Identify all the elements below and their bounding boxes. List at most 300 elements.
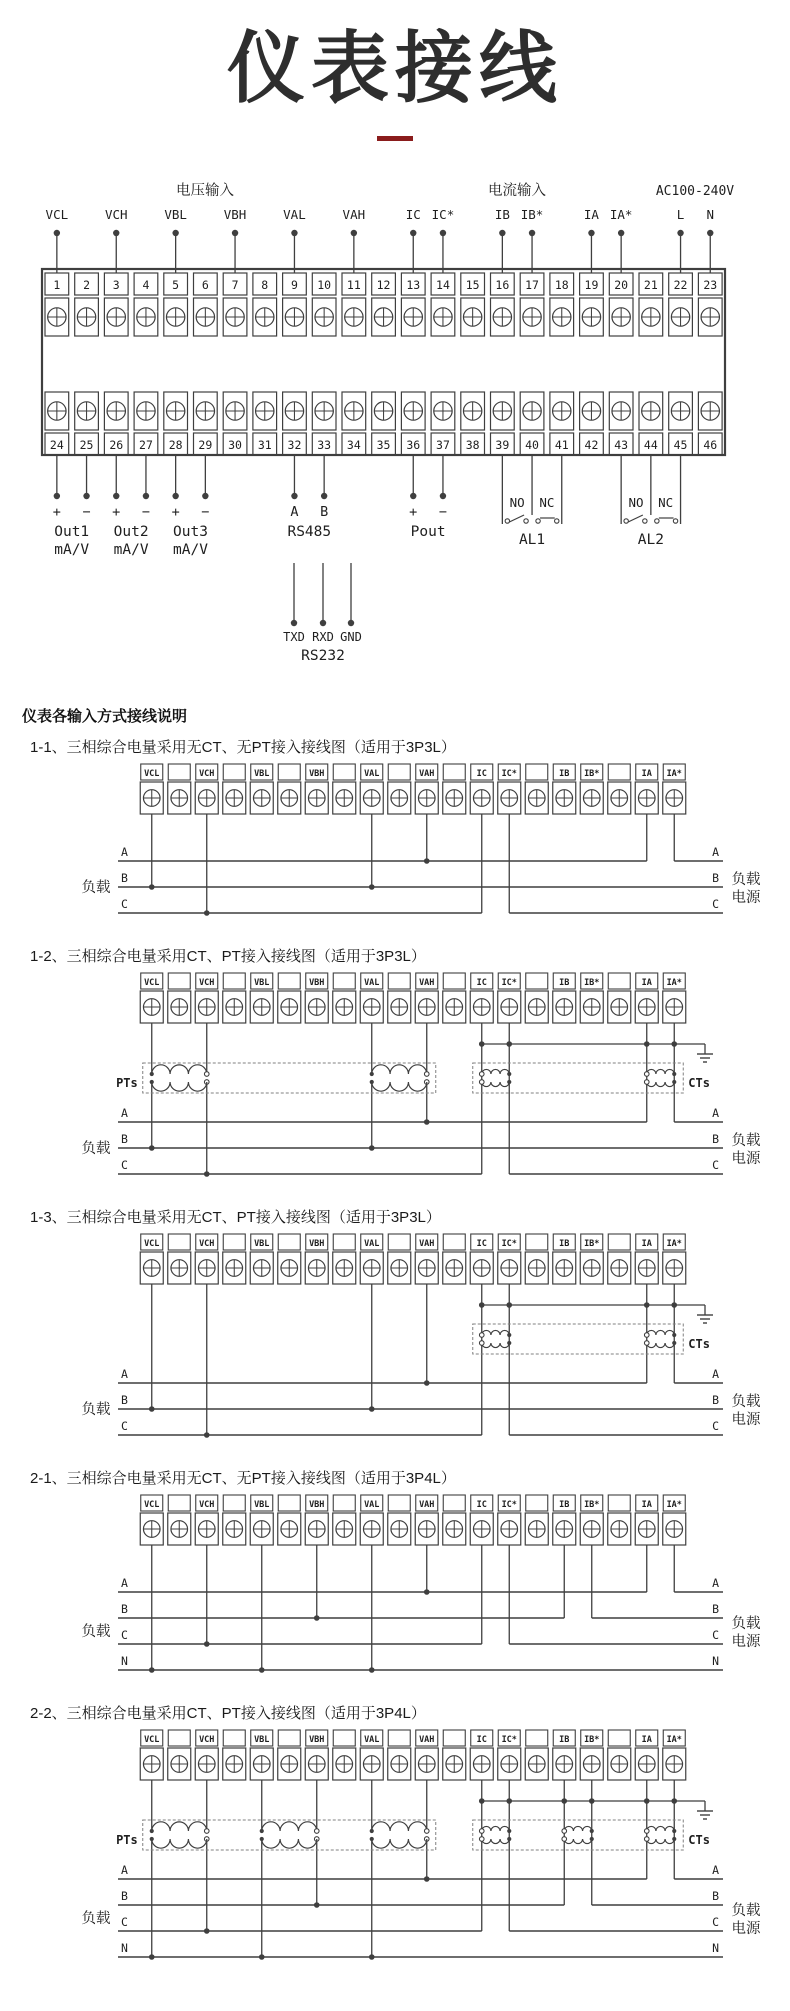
bus-label-left: A [121, 844, 128, 859]
pt-coil-winding-top [262, 1822, 317, 1831]
wiring-diagram-block-1-1 [0, 736, 790, 935]
terminal-name-label: IC* [431, 206, 455, 222]
pt-coil-winding-top [152, 1065, 207, 1074]
bus-label-left: B [121, 1601, 128, 1616]
pt-coil-winding-bottom [372, 1082, 427, 1091]
load-label-left: 负载 [81, 1910, 111, 1927]
junction-dot [150, 1072, 154, 1076]
bus-label-right: A [712, 1105, 719, 1120]
ct-coil-winding-top [647, 1330, 675, 1335]
polarity-circle [424, 1828, 429, 1833]
ct-coil-winding-top [564, 1826, 592, 1831]
strip-terminal-label: VBH [309, 977, 325, 988]
junction-dot [204, 1171, 210, 1177]
pt-coil-winding-top [152, 1822, 207, 1831]
relay-group-caption: AL2 [637, 531, 664, 548]
junction-dot [507, 1341, 511, 1345]
contact-point [643, 518, 647, 522]
junction-dot [150, 1829, 154, 1833]
bus-label-left: B [121, 1392, 128, 1407]
junction-dot [232, 229, 238, 235]
junction-dot [113, 492, 119, 498]
bus-label-left: C [121, 1627, 128, 1642]
contact-point [555, 518, 559, 522]
junction-dot [507, 1829, 511, 1833]
junction-dot [83, 492, 89, 498]
terminal-number: 35 [376, 437, 391, 452]
terminal-name-label: IB* [520, 206, 544, 222]
polarity-circle [479, 1836, 484, 1841]
terminal-name-label: VAH [342, 206, 366, 222]
terminal-label-box [333, 1730, 355, 1746]
wiring-diagram-canvas [0, 970, 790, 1196]
bus-label-left: N [121, 1940, 128, 1955]
junction-dot [507, 1080, 511, 1084]
terminal-label-box [168, 764, 190, 780]
strip-terminal-label: VCL [144, 1499, 160, 1510]
strip-terminal-label: IA* [666, 977, 682, 988]
terminal-number: 14 [436, 277, 450, 292]
junction-dot [369, 884, 375, 890]
strip-terminal-label: VAL [364, 977, 380, 988]
terminal-number: 19 [584, 277, 599, 292]
power-rating-label: AC100-240V [655, 183, 735, 199]
load-label-right: 负载 [731, 1393, 761, 1410]
bus-label-right: C [712, 1627, 719, 1642]
terminal-number: 3 [112, 277, 120, 292]
page [0, 24, 790, 1979]
bus-label-right: B [712, 1392, 719, 1407]
source-label-right: 电源 [731, 1633, 761, 1650]
bus-label-left: C [121, 1914, 128, 1929]
terminal-number: 37 [436, 437, 450, 452]
bus-label-left: B [121, 870, 128, 885]
pin-sign-label: − [82, 503, 91, 520]
contact-point [536, 518, 540, 522]
group-caption: Out2 [113, 523, 149, 540]
terminal-label-box [443, 973, 465, 989]
contact-point [524, 518, 528, 522]
ct-coil-winding-top [482, 1826, 509, 1831]
strip-terminal-label: VBH [309, 768, 325, 779]
main-terminal-diagram-svg [0, 175, 790, 675]
junction-dot [499, 229, 505, 235]
terminal-label-box [526, 973, 548, 989]
ct-coil-winding-bottom [647, 1082, 675, 1087]
relay-no-label: NO [509, 494, 525, 510]
junction-dot [410, 492, 416, 498]
terminal-number: 45 [673, 437, 688, 452]
junction-dot [507, 1072, 511, 1076]
terminal-number: 13 [406, 277, 421, 292]
ct-coil-winding-top [482, 1330, 509, 1335]
junction-dot [424, 1589, 430, 1595]
terminal-number: 20 [614, 277, 629, 292]
junction-dot [149, 1667, 155, 1673]
polarity-circle [424, 1071, 429, 1076]
terminal-number: 6 [201, 277, 209, 292]
strip-terminal-label: VCL [144, 768, 160, 779]
strip-terminal-label: VAL [364, 1238, 380, 1249]
bus-label-right: B [712, 1888, 719, 1903]
junction-dot [424, 1876, 430, 1882]
strip-terminal-label: VBL [254, 1734, 270, 1745]
junction-dot [351, 229, 357, 235]
junction-dot [291, 492, 297, 498]
strip-terminal-label: IC* [501, 1734, 517, 1745]
terminal-number: 41 [554, 437, 569, 452]
strip-terminal-label: VAH [419, 1734, 435, 1745]
ct-coil-winding-bottom [482, 1343, 509, 1348]
terminal-name-label: IA* [609, 206, 633, 222]
strip-terminal-label: VAL [364, 768, 380, 779]
bus-label-right: A [712, 1366, 719, 1381]
strip-terminal-label: IA* [666, 1238, 682, 1249]
strip-terminal-label: IA [641, 768, 652, 779]
terminal-label-box [608, 764, 630, 780]
bus-label-right: C [712, 1418, 719, 1433]
strip-terminal-label: IB [559, 1238, 570, 1249]
terminal-number: 29 [198, 437, 213, 452]
bus-label-left: A [121, 1105, 128, 1120]
strip-terminal-label: VBH [309, 1499, 325, 1510]
load-label-left: 负载 [81, 879, 111, 896]
terminal-number: 16 [495, 277, 510, 292]
ct-group-box [473, 1063, 684, 1093]
junction-dot [410, 229, 416, 235]
strip-terminal-label: IA [641, 1499, 652, 1510]
junction-dot [370, 1072, 374, 1076]
pt-coil-winding-top [372, 1822, 427, 1831]
polarity-circle [562, 1836, 567, 1841]
terminal-name-label: IA [583, 206, 599, 222]
strip-terminal-label: IB [559, 1734, 570, 1745]
terminal-number: 21 [643, 277, 658, 292]
bus-label-right: B [712, 1131, 719, 1146]
group-caption: mA/V [113, 541, 149, 558]
junction-dot [507, 1837, 511, 1841]
bus-label-right: A [712, 1862, 719, 1877]
pin-sign-label: + [52, 503, 61, 520]
junction-dot [54, 492, 60, 498]
strip-terminal-label: VCH [199, 768, 215, 779]
terminal-number: 15 [465, 277, 480, 292]
junction-dot [424, 858, 430, 864]
terminal-label-box [526, 764, 548, 780]
junction-dot [113, 229, 119, 235]
strip-terminal-label: VAL [364, 1734, 380, 1745]
strip-terminal-label: IC [476, 768, 487, 779]
strip-terminal-label: IC* [501, 1499, 517, 1510]
junction-dot [348, 619, 354, 625]
polarity-circle [644, 1079, 649, 1084]
wiring-diagram-title: 2-2、三相综合电量采用CT、PT接入接线图（适用于3P4L） [30, 1704, 426, 1722]
junction-dot [149, 1145, 155, 1151]
terminal-number: 22 [673, 277, 688, 292]
strip-terminal-label: IA* [666, 1734, 682, 1745]
terminal-label-box [333, 1234, 355, 1250]
strip-terminal-label: IB* [584, 1499, 600, 1510]
cts-label: CTs [688, 1832, 710, 1847]
terminal-name-label: VCL [45, 206, 69, 222]
junction-dot [291, 619, 297, 625]
relay-group-caption: AL1 [518, 531, 546, 548]
bus-label-left: C [121, 1418, 128, 1433]
terminal-label-box [223, 973, 245, 989]
terminal-name-label: IB [494, 206, 510, 222]
wiring-diagram-title: 1-2、三相综合电量采用CT、PT接入接线图（适用于3P3L） [30, 947, 426, 965]
contact-point [655, 518, 659, 522]
terminal-number: 9 [290, 277, 298, 292]
strip-terminal-label: VCH [199, 1734, 215, 1745]
bus-label-left: C [121, 1157, 128, 1172]
strip-terminal-label: IB [559, 977, 570, 988]
terminal-number: 12 [376, 277, 391, 292]
terminal-number: 43 [614, 437, 629, 452]
terminal-number: 25 [79, 437, 94, 452]
junction-dot [672, 1829, 676, 1833]
bus-label-left: C [121, 896, 128, 911]
pin-sign-label: B [320, 503, 329, 520]
rs232-caption: RS232 [301, 647, 345, 664]
section-heading: 仪表各输入方式接线说明 [22, 707, 188, 725]
bus-label-left: A [121, 1575, 128, 1590]
ct-coil-winding-bottom [647, 1839, 675, 1844]
polarity-circle [314, 1828, 319, 1833]
wiring-diagram-canvas [0, 1727, 790, 1979]
terminal-number: 31 [257, 437, 272, 452]
strip-terminal-label: VCH [199, 1499, 215, 1510]
strip-terminal-label: IC* [501, 1238, 517, 1249]
pin-sign-label: − [141, 503, 151, 520]
wiring-diagram-canvas [0, 1492, 790, 1692]
source-label-right: 电源 [731, 1411, 761, 1428]
terminal-name-label: VAL [283, 206, 306, 222]
terminal-label-box [608, 973, 630, 989]
group-caption: Out1 [54, 523, 90, 540]
junction-dot [260, 1829, 264, 1833]
polarity-circle [644, 1836, 649, 1841]
junction-dot [149, 1954, 155, 1960]
strip-terminal-label: VBH [309, 1734, 325, 1745]
polarity-circle [644, 1071, 649, 1076]
strip-terminal-label: IB* [584, 977, 600, 988]
polarity-circle [479, 1079, 484, 1084]
terminal-label-box [443, 764, 465, 780]
junction-dot [424, 1380, 430, 1386]
pt-coil-winding-bottom [262, 1839, 317, 1848]
terminal-label-box [168, 1234, 190, 1250]
load-label-right: 负载 [731, 1902, 761, 1919]
wiring-diagram-title: 1-1、三相综合电量采用无CT、无PT接入接线图（适用于3P3L） [30, 738, 456, 756]
load-label-right: 负载 [731, 871, 761, 888]
cts-label: CTs [688, 1336, 710, 1351]
junction-dot [54, 229, 60, 235]
junction-dot [672, 1837, 676, 1841]
ct-coil-winding-top [647, 1826, 675, 1831]
junction-dot [369, 1406, 375, 1412]
junction-dot [369, 1145, 375, 1151]
junction-dot [672, 1080, 676, 1084]
wiring-diagram-svg [0, 1492, 790, 1692]
load-label-left: 负载 [81, 1623, 111, 1640]
terminal-label-box [168, 1495, 190, 1511]
group-caption: Pout [410, 523, 446, 540]
terminal-number: 33 [317, 437, 332, 452]
terminal-number: 36 [406, 437, 421, 452]
pin-sign-label: − [438, 503, 448, 520]
wiring-diagram-canvas [0, 1231, 790, 1457]
strip-terminal-label: IB [559, 768, 570, 779]
ct-coil-winding-bottom [482, 1839, 509, 1844]
main-terminal-diagram [0, 175, 790, 675]
junction-dot [370, 1829, 374, 1833]
wiring-diagram-title: 2-1、三相综合电量采用无CT、无PT接入接线图（适用于3P4L） [30, 1469, 456, 1487]
terminal-block-outline [42, 269, 725, 455]
terminal-number: 27 [139, 437, 153, 452]
bus-label-right: B [712, 1601, 719, 1616]
junction-dot [618, 229, 624, 235]
pin-sign-label: A [290, 503, 299, 520]
polarity-circle [204, 1828, 209, 1833]
terminal-label-box [333, 764, 355, 780]
terminal-number: 24 [49, 437, 64, 452]
terminal-number: 44 [643, 437, 658, 452]
wiring-diagram-block-2-1 [0, 1467, 790, 1692]
terminal-name-label: VCH [104, 206, 128, 222]
group-caption: RS485 [287, 523, 332, 540]
wiring-diagram-canvas [0, 761, 790, 935]
pt-coil-winding-top [372, 1065, 427, 1074]
junction-dot [369, 1954, 375, 1960]
pts-label: PTs [116, 1075, 138, 1090]
bus-label-right: B [712, 870, 719, 885]
contact-point [624, 518, 628, 522]
terminal-label-box [608, 1234, 630, 1250]
strip-terminal-label: VAH [419, 1238, 435, 1249]
load-label-left: 负载 [81, 1140, 111, 1157]
terminal-label-box [608, 1730, 630, 1746]
pin-sign-label: − [201, 503, 210, 520]
bus-label-left: A [121, 1862, 128, 1877]
load-label-left: 负载 [81, 1401, 111, 1418]
junction-dot [672, 1072, 676, 1076]
terminal-number: 10 [317, 277, 332, 292]
pin-sign-label: + [112, 503, 121, 520]
bus-label-right: N [712, 1653, 719, 1668]
strip-terminal-label: VBL [254, 1499, 270, 1510]
terminal-label-box [608, 1495, 630, 1511]
group-caption: Out3 [173, 523, 208, 540]
junction-dot [172, 229, 178, 235]
load-label-right: 负载 [731, 1132, 761, 1149]
bus-label-right: C [712, 1914, 719, 1929]
terminal-label-box [443, 1495, 465, 1511]
terminal-label-box [223, 1234, 245, 1250]
strip-terminal-label: IB* [584, 1238, 600, 1249]
junction-dot [149, 1406, 155, 1412]
strip-terminal-label: VAH [419, 1499, 435, 1510]
ct-group-box [473, 1820, 684, 1850]
strip-terminal-label: IB* [584, 1734, 600, 1745]
wiring-diagram-block-1-3 [0, 1206, 790, 1457]
terminal-label-box [526, 1234, 548, 1250]
page-title: 仪表接线 [226, 24, 563, 112]
strip-terminal-label: IC [476, 1499, 487, 1510]
strip-terminal-label: VCH [199, 977, 215, 988]
junction-dot [440, 229, 446, 235]
strip-terminal-label: IA [641, 1734, 652, 1745]
junction-dot [259, 1667, 265, 1673]
pt-coil-winding-bottom [152, 1082, 207, 1091]
bus-label-right: C [712, 1157, 719, 1172]
rs232-pin-label: TXD [283, 629, 305, 644]
bus-label-right: A [712, 844, 719, 859]
junction-dot [707, 229, 713, 235]
terminal-number: 2 [83, 277, 91, 292]
strip-terminal-label: VCL [144, 977, 160, 988]
terminal-number: 1 [53, 277, 61, 292]
terminal-name-label: L [676, 206, 685, 222]
terminal-name-label: VBH [223, 206, 247, 222]
voltage-input-group-label: 电压输入 [176, 182, 234, 199]
polarity-circle [644, 1332, 649, 1337]
terminal-label-box [333, 973, 355, 989]
polarity-circle [479, 1828, 484, 1833]
strip-terminal-label: IB* [584, 768, 600, 779]
polarity-circle [644, 1828, 649, 1833]
junction-dot [590, 1829, 594, 1833]
terminal-number: 11 [346, 277, 361, 292]
relay-no-label: NO [628, 494, 644, 510]
junction-dot [143, 492, 149, 498]
terminal-number: 5 [172, 277, 180, 292]
strip-terminal-label: VBL [254, 768, 270, 779]
junction-dot [424, 1119, 430, 1125]
load-label-right: 负载 [731, 1615, 761, 1632]
junction-dot [677, 229, 683, 235]
cts-label: CTs [688, 1075, 710, 1090]
wiring-diagram-svg [0, 970, 790, 1196]
strip-terminal-label: IC [476, 977, 487, 988]
junction-dot [291, 229, 297, 235]
terminal-label-box [278, 973, 300, 989]
junction-dot [314, 1615, 320, 1621]
junction-dot [149, 884, 155, 890]
polarity-circle [479, 1340, 484, 1345]
strip-terminal-label: VCL [144, 1238, 160, 1249]
pin-sign-label: + [171, 503, 180, 520]
strip-terminal-label: IA* [666, 768, 682, 779]
current-input-group-label: 电流输入 [488, 182, 546, 199]
bus-label-left: N [121, 1653, 128, 1668]
junction-dot [320, 619, 326, 625]
ct-coil-winding-bottom [482, 1082, 509, 1087]
strip-terminal-label: IC* [501, 768, 517, 779]
junction-dot [529, 229, 535, 235]
junction-dot [672, 1341, 676, 1345]
pt-group-box [143, 1820, 436, 1850]
pts-label: PTs [116, 1832, 138, 1847]
terminal-label-box [223, 764, 245, 780]
terminal-label-box [388, 1730, 410, 1746]
terminal-label-box [168, 1730, 190, 1746]
junction-dot [259, 1954, 265, 1960]
no-contact-blade [509, 515, 524, 522]
rs232-pin-label: GND [340, 629, 362, 644]
polarity-circle [644, 1340, 649, 1345]
bus-label-left: A [121, 1366, 128, 1381]
